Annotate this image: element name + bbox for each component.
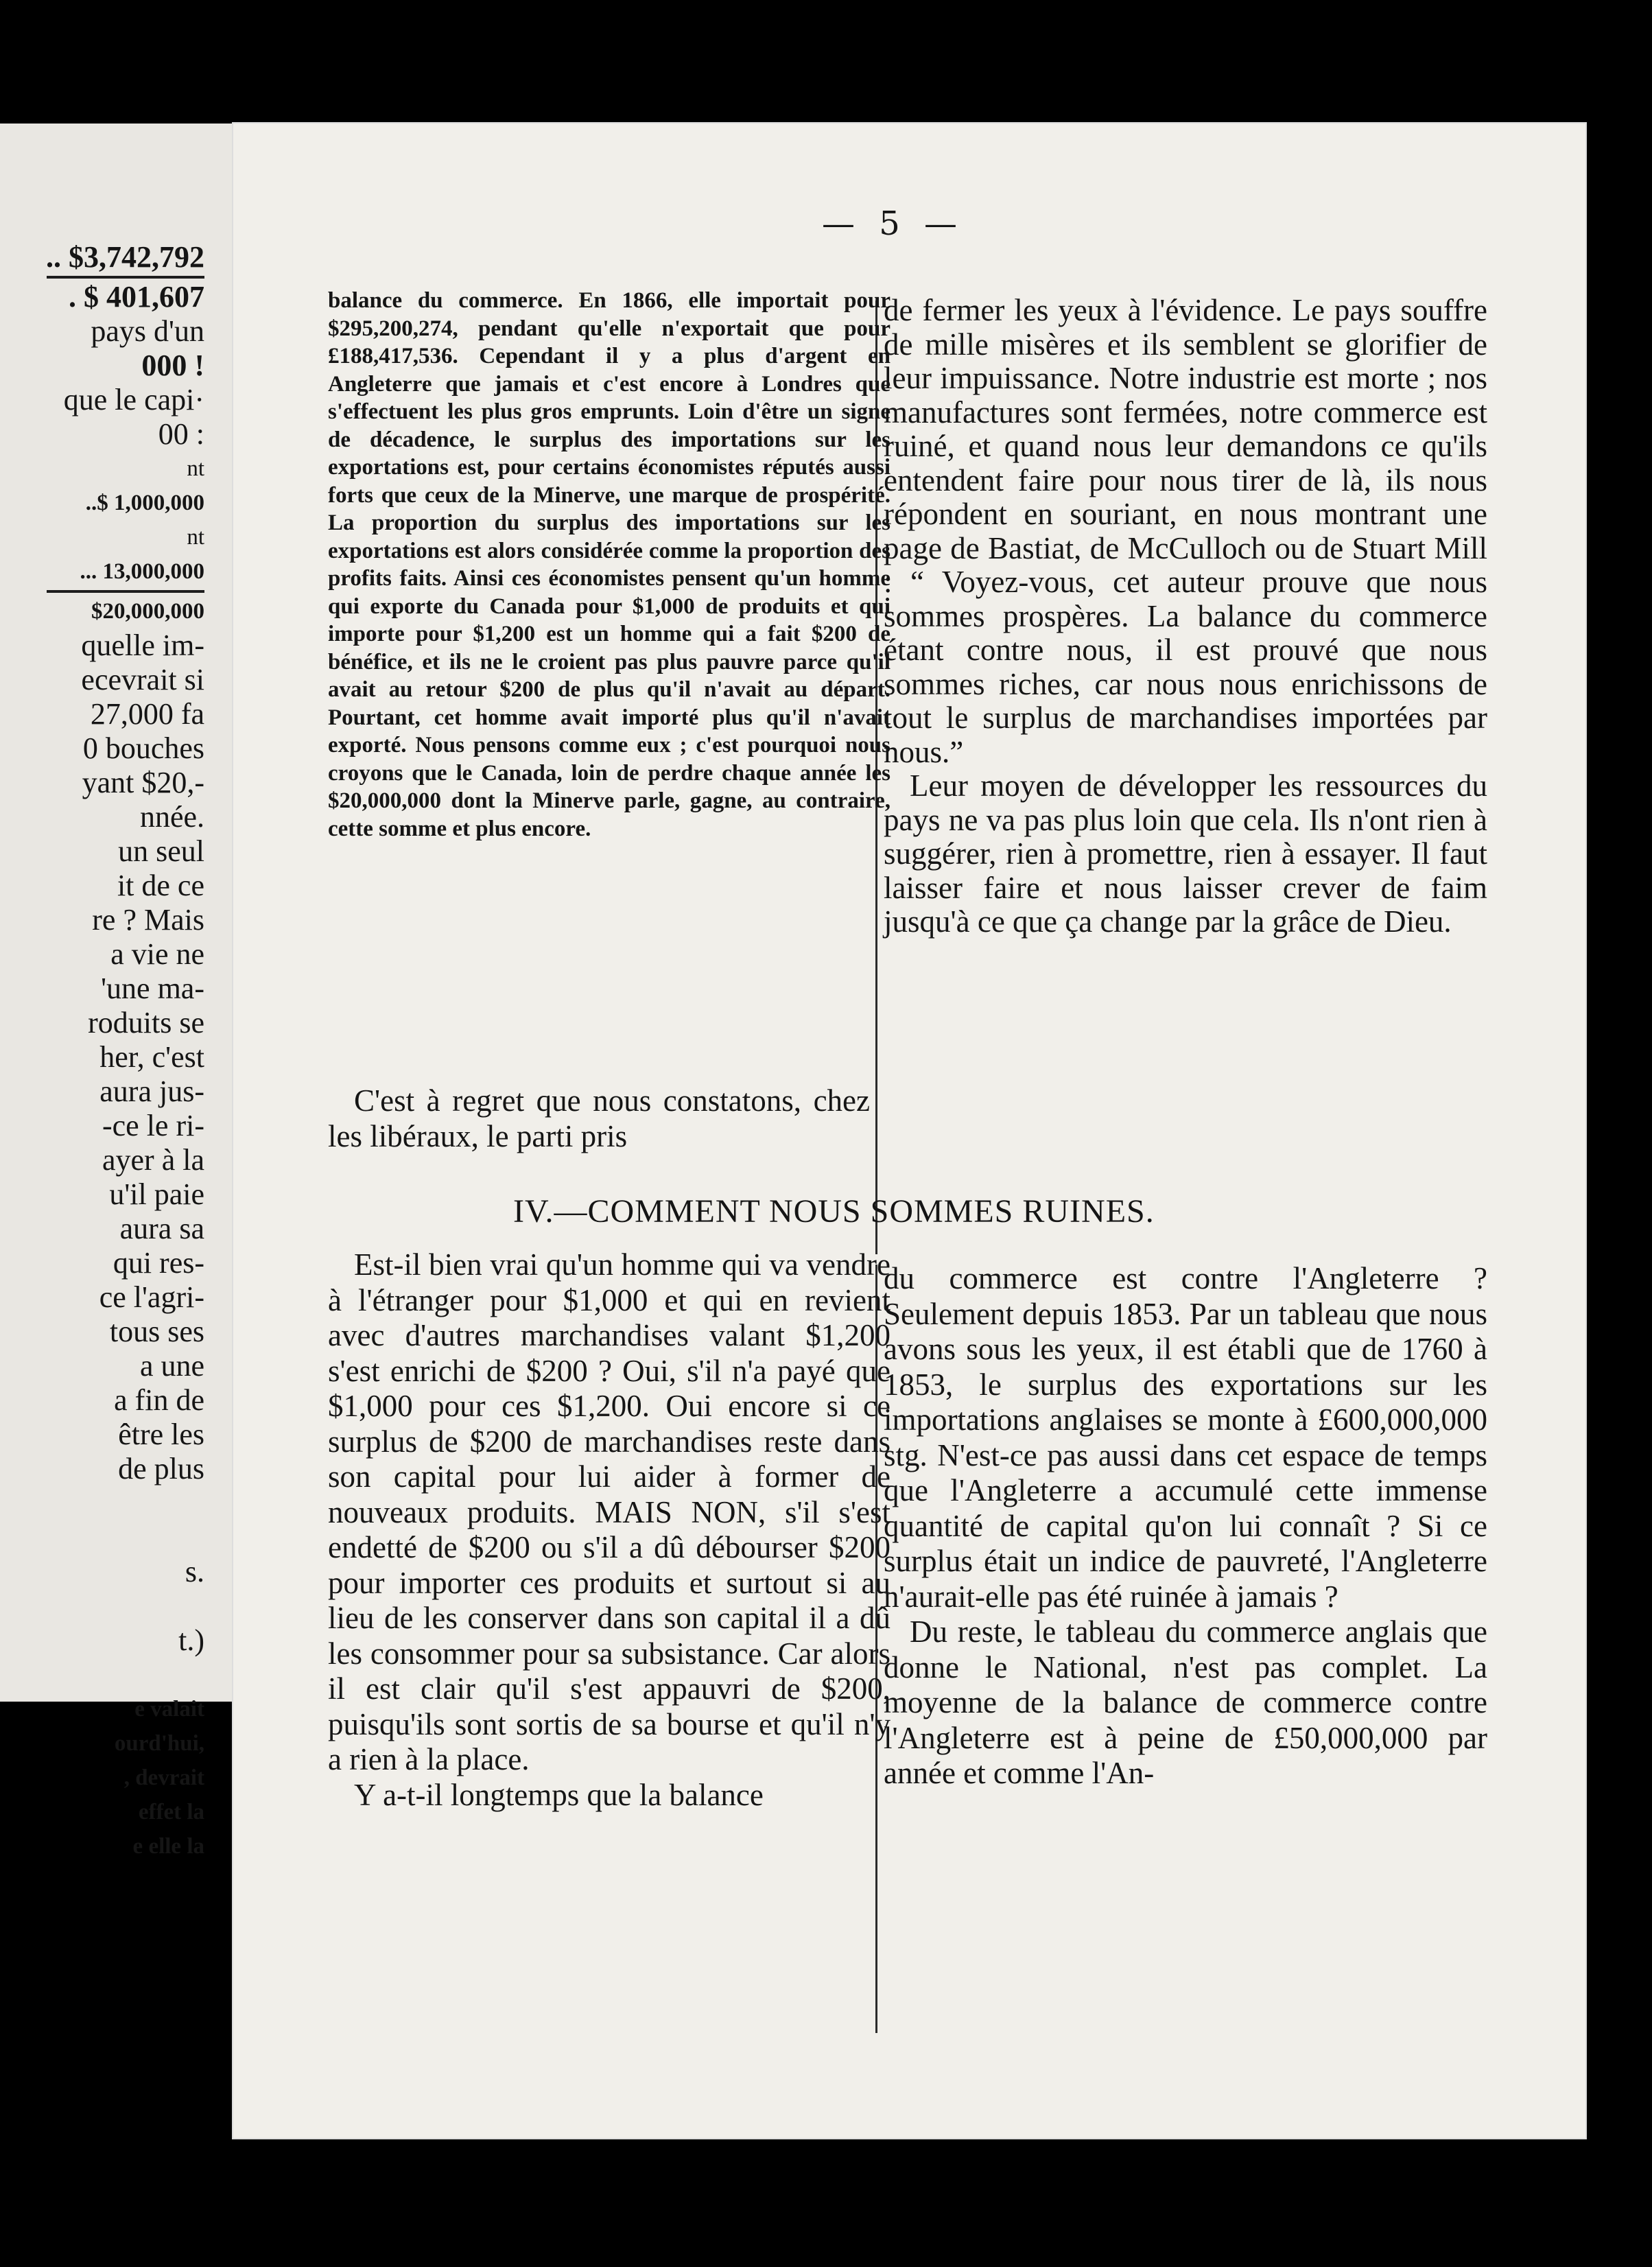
column-d: [884, 1261, 1487, 1792]
left-line: s.: [185, 1555, 204, 1588]
left-line: a vie ne: [110, 937, 204, 971]
left-line: un seul: [118, 834, 204, 868]
left-page-text: [0, 240, 204, 1864]
paragraph: Du reste, le tableau du commerce anglais que donne le National, n'est pas complet. La moyenne de la balance de commerce contre l'Angleterre est à peine de £50,000,000 par année et comme l'An-: [884, 1614, 1487, 1790]
paragraph: C'est à regret que nous constatons, chez les libéraux, le parti pris: [328, 1083, 870, 1153]
paragraph: du commerce est contre l'Angleterre ? Seulement depuis 1853. Par un tableau que nous avons sous les yeux, il est établi que de 1760 à 1853, le surplus des exportations sur les importations anglaises se monte à £600,000,000 stg. N'est-ce pas aussi dans cet espace de temps que l'Angleterre a accumulé cette immense quantité de capital qu'on lui connaît ? Si ce surplus était un indice de pauvreté, l'Angleterre n'aurait-elle pas été ruinée à jamais ?: [884, 1261, 1487, 1614]
left-line: ayer à la: [102, 1143, 204, 1177]
left-line: 0 bouches: [82, 731, 204, 765]
left-line: . $ 401,607: [69, 280, 204, 314]
left-line: [0, 1486, 204, 1520]
paragraph: Y a-t-il longtemps que la balance: [354, 1777, 764, 1812]
left-line: ourd'hui,: [114, 1731, 204, 1756]
column-a: [328, 287, 890, 843]
left-line: yant $20,-: [82, 766, 204, 799]
left-line: it de ce: [117, 869, 204, 902]
column-b: [884, 294, 1487, 939]
left-line: a une: [139, 1349, 204, 1383]
left-line: 'une ma-: [101, 972, 204, 1005]
left-line: her, c'est: [99, 1040, 204, 1074]
left-line: qui res-: [113, 1246, 204, 1280]
left-line: aura sa: [119, 1212, 204, 1245]
left-page-fragment: [0, 124, 271, 1859]
left-line: ... 13,000,000: [80, 559, 204, 584]
left-line: ..$ 1,000,000: [85, 491, 204, 515]
paragraph: Est-il bien vrai qu'un homme qui va vendre à l'étranger pour $1,000 et qui en revient avec d'autres marchandises valant $1,200 s'est enrichi de $200 ? Oui, s'il n'a payé que $1,000 pour ces $1,200. Oui encore si ce surplus de $200 de marchandises reste dans son capital pour lui aider à former de nouveaux produits. MAIS NON, s'il s'est endetté de $200 ou s'il a dû débourser $200 pour importer ces produits et surtout si au lieu de les conserver dans son capital il a dû les consommer pour sa subsistance. Car alors il est clair qu'il s'est appauvri de $200, puisqu'ils sont sortis de sa bourse et qu'il n'y a rien à la place.: [328, 1247, 890, 1776]
left-line: .. $3,742,792: [46, 240, 204, 274]
left-line: roduits se: [88, 1006, 204, 1039]
column-a-continuation: [328, 1083, 870, 1154]
left-line: aura jus-: [99, 1074, 204, 1108]
left-line: nt: [187, 525, 204, 550]
left-line: quelle im-: [81, 629, 204, 662]
left-line: 000 !: [141, 349, 204, 382]
left-line: -ce le ri-: [102, 1109, 204, 1142]
left-line: ce l'agri-: [99, 1280, 204, 1314]
column-c: [328, 1247, 890, 1813]
left-line: 27,000 fa: [90, 697, 204, 731]
left-line: de plus: [118, 1452, 204, 1485]
left-line: être les: [118, 1418, 204, 1451]
left-line: $20,000,000: [91, 599, 204, 624]
left-rule: [47, 590, 204, 593]
right-page: [232, 122, 1587, 2139]
left-line: e elle la: [132, 1834, 204, 1859]
left-line: nt: [187, 456, 204, 481]
paragraph: balance du commerce. En 1866, elle importait pour $295,200,274, pendant qu'elle n'exportait que pour £188,417,536. Cependant il y a plus d'argent en Angleterre que jamais et c'est encore à Londres que s'effectuent les plus gros emprunts. Loin d'être un signe de décadence, le surplus des importations sur les exportations est, pour certains économistes réputés aussi forts que ceux de la Minerve, une marque de prospérité. La proportion du surplus des importations sur les exportations est alors considérée comme la proportion des profits faits. Ainsi ces économistes pensent qu'un homme qui exporte du Canada pour $1,000 de produits et qui importe pour $1,200 est un homme qui a fait $200 de bénéfice, et ils ne le croient pas plus pauvre parce qu'il avait au retour $200 de plus qu'il n'avait au départ. Pourtant, cet homme avait importé plus qu'il n'avait exporté. Nous pensons comme eux ; c'est pourquoi nous croyons que le Canada, loin de perdre chaque année les $20,000,000 dont la Minerve parle, gagne, au contraire, cette somme et plus encore.: [328, 288, 890, 841]
left-line: ecevrait si: [81, 663, 204, 696]
section-heading: IV.—COMMENT NOUS SOMMES RUINES.: [513, 1193, 1155, 1230]
left-line: [0, 1520, 204, 1555]
left-line: , devrait: [123, 1765, 204, 1790]
paragraph: de fermer les yeux à l'évidence. Le pays souffre de mille misères et ils semblent se glorifier de leur impuissance. Notre industrie est morte ; nos manufactures sont fermées, notre commerce est ruiné, et quand nous leur demandons ce qu'ils entendent faire pour nous tirer de là, ils nous répondent en souriant, en nous montrant une page de Bastiat, de McCulloch ou de Stuart Mill : “ Voyez-vous, cet auteur prouve que nous sommes prospères. La balance du commerce étant contre nous, il est prouvé que nous sommes riches, car nous nous enrichissons de tout le surplus de marchandises importées par nous.”: [884, 293, 1487, 769]
page-number: — 5 —: [822, 204, 965, 243]
left-line: que le capi·: [63, 383, 204, 416]
left-line: tous ses: [109, 1315, 204, 1348]
left-line: a fin de: [114, 1383, 204, 1417]
left-line: [0, 1589, 204, 1623]
left-line: nnée.: [139, 800, 204, 834]
left-line: 00 :: [158, 417, 204, 451]
paragraph: Leur moyen de développer les ressources du pays ne va pas plus loin que cela. Ils n'ont rien à suggérer, rien à promettre, rien à essayer. Il faut laisser faire et nous laisser crever de faim jusqu'à ce que ça change par la grâce de Dieu.: [884, 768, 1487, 939]
left-rule: [47, 276, 204, 279]
left-line: effet la: [138, 1800, 204, 1824]
left-line: [0, 1658, 204, 1692]
left-line: u'il paie: [109, 1177, 204, 1211]
left-line: pays d'un: [83, 314, 204, 348]
left-line: t.): [178, 1623, 204, 1657]
left-line: re ? Mais: [92, 903, 204, 937]
left-line: e valait: [134, 1697, 204, 1722]
